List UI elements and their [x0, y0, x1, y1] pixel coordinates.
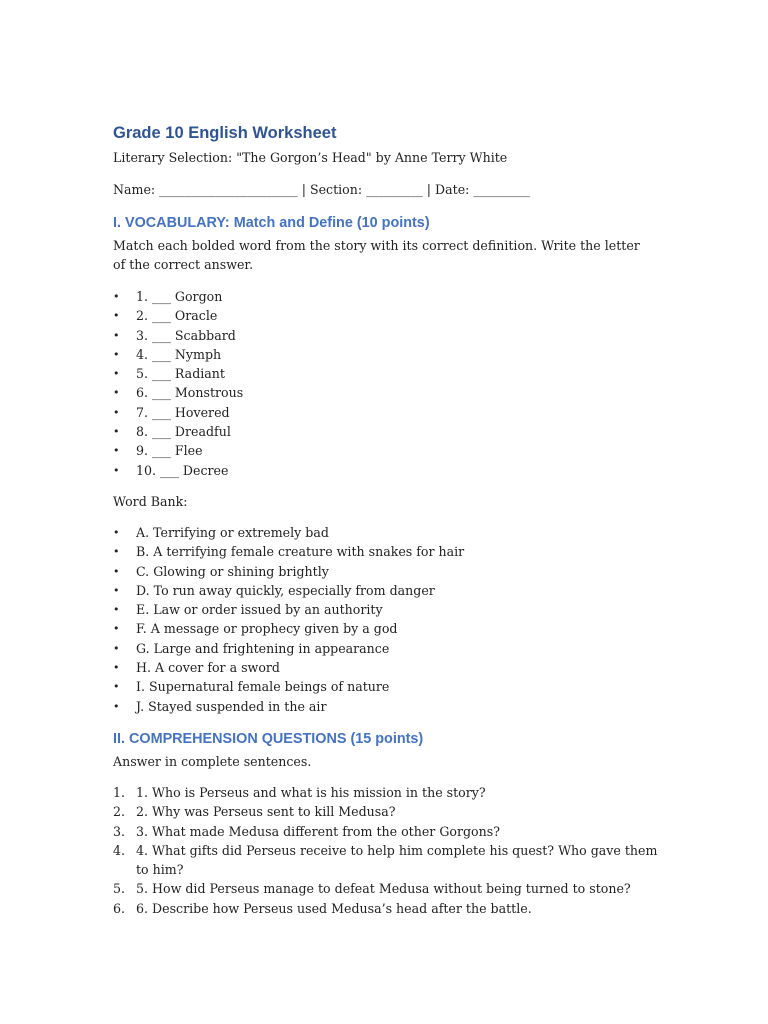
- word-bank-item: [113, 600, 658, 619]
- literary-selection: Literary Selection: "The Gorgon’s Head" by Anne Terry White: [113, 150, 508, 165]
- word-bank-item: [113, 562, 658, 581]
- vocab-item-text: 2. ___ Oracle: [136, 308, 218, 324]
- section2-heading: II. COMPREHENSION QUESTIONS (15 points): [113, 731, 424, 747]
- question-number: 3.: [113, 823, 126, 839]
- section1-heading: I. VOCABULARY: Match and Define (10 points): [113, 215, 430, 231]
- vocab-item: [113, 403, 658, 422]
- word-bank-item-text: C. Glowing or shining brightly: [136, 563, 329, 579]
- question-text: 4. What gifts did Perseus receive to help him complete his quest? Who gave them to him?: [136, 842, 658, 878]
- word-bank-item-text: B. A terrifying female creature with snakes for hair: [136, 544, 465, 560]
- vocab-item-text: 6. ___ Monstrous: [136, 385, 244, 401]
- vocabulary-list: [113, 287, 658, 480]
- vocab-item-text: 1. ___ Gorgon: [136, 289, 223, 304]
- word-bank-item-text: G. Large and frightening in appearance: [136, 640, 390, 656]
- question-list: [113, 783, 658, 918]
- word-bank-item: [113, 581, 658, 600]
- vocab-item: [113, 306, 658, 325]
- bullet-icon: •: [113, 641, 120, 655]
- bullet-icon: •: [113, 425, 120, 439]
- question-number: 5.: [113, 881, 126, 897]
- bullet-icon: •: [113, 564, 120, 578]
- word-bank-item: [113, 658, 658, 677]
- vocab-item-text: 10. ___ Decree: [136, 462, 229, 478]
- question-number: 2.: [113, 804, 126, 820]
- bullet-icon: •: [113, 347, 120, 361]
- vocab-item: [113, 383, 658, 402]
- vocab-item: [113, 345, 658, 364]
- bullet-icon: •: [113, 545, 120, 559]
- question-item: [113, 899, 658, 918]
- question-item: [113, 802, 658, 821]
- vocab-item: [113, 422, 658, 441]
- word-bank-label: Word Bank:: [113, 494, 188, 509]
- vocab-item-text: 3. ___ Scabbard: [136, 327, 236, 343]
- section2-instructions: Answer in complete sentences.: [113, 754, 312, 769]
- question-number: 1.: [113, 785, 126, 800]
- question-text: 5. How did Perseus manage to defeat Medusa without being turned to stone?: [136, 881, 631, 897]
- vocab-item-text: 9. ___ Flee: [136, 443, 203, 459]
- question-item: [113, 841, 658, 880]
- question-text: 3. What made Medusa different from the other Gorgons?: [136, 823, 500, 839]
- word-bank-list: [113, 523, 658, 716]
- vocab-item: [113, 326, 658, 345]
- section1-instructions: Match each bolded word from the story with its correct definition. Write the letter of the correct answer.: [113, 238, 640, 273]
- vocab-item: [113, 287, 658, 306]
- vocab-item-text: 8. ___ Dreadful: [136, 424, 231, 440]
- bullet-icon: •: [113, 526, 120, 539]
- question-text: 2. Why was Perseus sent to kill Medusa?: [136, 804, 396, 820]
- bullet-icon: •: [113, 583, 120, 597]
- word-bank-item-text: F. A message or prophecy given by a god: [136, 621, 398, 637]
- word-bank-item: [113, 639, 658, 658]
- vocab-item: [113, 441, 658, 460]
- bullet-icon: •: [113, 386, 120, 400]
- word-bank-item-text: A. Terrifying or extremely bad: [136, 525, 329, 540]
- question-text: 1. Who is Perseus and what is his mission in the story?: [136, 785, 486, 800]
- question-item: [113, 879, 658, 898]
- bullet-icon: •: [113, 603, 120, 617]
- bullet-icon: •: [113, 699, 120, 713]
- bullet-icon: •: [113, 405, 120, 419]
- page-title: Grade 10 English Worksheet: [113, 124, 337, 142]
- bullet-icon: •: [113, 309, 120, 323]
- word-bank-item: [113, 677, 658, 696]
- vocab-item: [113, 461, 658, 480]
- question-number: 4.: [113, 842, 126, 858]
- word-bank-item-text: D. To run away quickly, especially from danger: [136, 582, 435, 598]
- bullet-icon: •: [113, 328, 120, 342]
- bullet-icon: •: [113, 290, 120, 303]
- word-bank-item-text: I. Supernatural female beings of nature: [136, 679, 390, 695]
- bullet-icon: •: [113, 661, 120, 675]
- bullet-icon: •: [113, 622, 120, 636]
- word-bank-item: [113, 697, 658, 716]
- vocab-item: [113, 364, 658, 383]
- word-bank-item: [113, 619, 658, 638]
- vocab-item-text: 7. ___ Hovered: [136, 404, 230, 420]
- word-bank-item: [113, 523, 658, 542]
- question-number: 6.: [113, 900, 126, 916]
- vocab-item-text: 4. ___ Nymph: [136, 346, 222, 362]
- bullet-icon: •: [113, 444, 120, 458]
- word-bank-item-text: E. Law or order issued by an authority: [136, 602, 383, 618]
- bullet-icon: •: [113, 463, 120, 477]
- question-text: 6. Describe how Perseus used Medusa’s head after the battle.: [136, 900, 532, 916]
- name-section-date-fields: Name: ______________________ | Section: _________ | Date: _________: [113, 182, 531, 197]
- word-bank-item-text: H. A cover for a sword: [136, 660, 280, 676]
- question-item: [113, 822, 658, 841]
- question-item: [113, 783, 658, 802]
- bullet-icon: •: [113, 680, 120, 694]
- word-bank-item-text: J. Stayed suspended in the air: [136, 698, 327, 714]
- word-bank-item: [113, 542, 658, 561]
- vocab-item-text: 5. ___ Radiant: [136, 366, 225, 382]
- bullet-icon: •: [113, 367, 120, 381]
